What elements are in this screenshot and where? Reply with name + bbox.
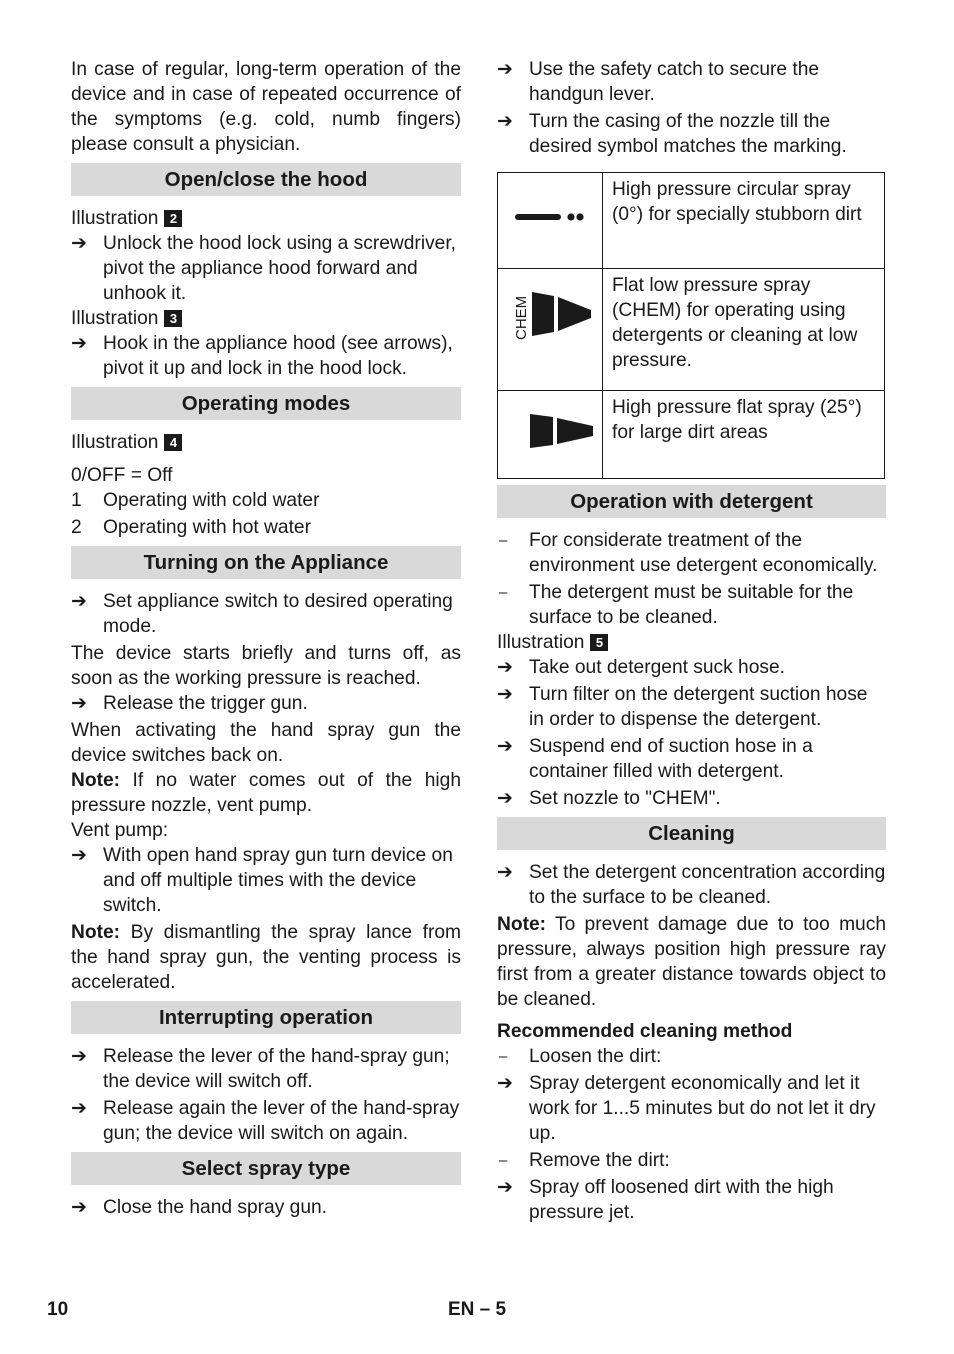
- spray-icon-cell: [498, 173, 603, 269]
- step-item: ➔ Take out detergent suck hose.: [497, 657, 785, 678]
- circular-jet-icon: [499, 174, 601, 260]
- arrow-icon: ➔: [497, 657, 513, 678]
- step-item: ➔ Spray detergent economically and let it work for 1...5 minutes but do not let it dry up.: [497, 1073, 876, 1144]
- step-item: ➔ Turn filter on the detergent suction hose in order to dispense the detergent.: [497, 684, 868, 730]
- arrow-icon: ➔: [497, 59, 513, 80]
- heading-interrupting: Interrupting operation: [71, 1001, 461, 1034]
- arrow-icon: ➔: [71, 845, 87, 866]
- arrow-icon: ➔: [497, 1177, 513, 1198]
- arrow-icon: ➔: [497, 1073, 513, 1094]
- paragraph: The device starts briefly and turns off, as soon as the working pressure is reached.: [71, 643, 461, 689]
- step-item: ➔ Spray off loosened dirt with the high pressure jet.: [497, 1177, 834, 1223]
- arrow-icon: ➔: [497, 788, 513, 809]
- step-item: ➔ Release the lever of the hand-spray gun; the device will switch off.: [71, 1046, 450, 1092]
- dash-item: – Remove the dirt:: [499, 1150, 670, 1171]
- step-item: ➔ Hook in the appliance hood (see arrows), pivot it up and lock in the hood lock.: [71, 333, 453, 379]
- note-label: Note:: [71, 770, 121, 791]
- left-column: [71, 57, 461, 1220]
- spray-description: Flat low pressure spray (CHEM) for operating using detergents or cleaning at low pressure.: [603, 269, 885, 391]
- step-item: ➔ Turn the casing of the nozzle till the desired symbol matches the marking.: [497, 111, 847, 157]
- right-column: [497, 57, 886, 1225]
- flat-jet-25-icon: [499, 392, 601, 470]
- spray-icon-cell: [498, 269, 603, 391]
- spray-description: High pressure flat spray (25°) for large dirt areas: [603, 391, 885, 479]
- heading-operating-modes: Operating modes: [71, 387, 461, 420]
- heading-cleaning: Cleaning: [497, 817, 886, 850]
- dash-item: – The detergent must be suitable for the surface to be cleaned.: [499, 582, 854, 628]
- mode-item: 2 Operating with hot water: [71, 517, 311, 538]
- arrow-icon: ➔: [71, 1197, 87, 1218]
- heading-turning-on: Turning on the Appliance: [71, 546, 461, 579]
- note-paragraph: Note: To prevent damage due to too much pressure, always position high pressure ray first from a greater distance towards object to be cleaned.: [497, 914, 886, 1010]
- illustration-ref: Illustration 2: [71, 206, 461, 231]
- step-item: ➔ Use the safety catch to secure the handgun lever.: [497, 59, 820, 105]
- step-item: ➔ Close the hand spray gun.: [71, 1197, 328, 1218]
- spray-type-table: [497, 172, 885, 479]
- heading-operation-with-detergent: Operation with detergent: [497, 485, 886, 518]
- page-number: 10: [47, 1299, 69, 1320]
- chem-flat-jet-icon: [499, 270, 601, 382]
- step-item: ➔ Set the detergent concentration according to the surface to be cleaned.: [497, 862, 886, 908]
- step-item: ➔ Set nozzle to "CHEM".: [497, 788, 721, 809]
- dash-bullet: –: [499, 1152, 508, 1169]
- arrow-icon: ➔: [497, 862, 513, 883]
- arrow-icon: ➔: [71, 233, 87, 254]
- spray-row: [498, 269, 885, 391]
- illustration-number-badge: 4: [164, 434, 182, 451]
- arrow-icon: ➔: [71, 1098, 87, 1119]
- illustration-number-badge: 3: [164, 310, 182, 327]
- dash-item: – Loosen the dirt:: [499, 1046, 662, 1067]
- subheading-recommended-method: Recommended cleaning method: [497, 1021, 793, 1042]
- heading-select-spray-type: Select spray type: [71, 1152, 461, 1185]
- arrow-icon: ➔: [71, 1046, 87, 1067]
- note-label: Note:: [71, 922, 121, 943]
- arrow-icon: ➔: [71, 333, 87, 354]
- step-item: ➔ Release again the lever of the hand-spray gun; the device will switch on again.: [71, 1098, 460, 1144]
- note-label: Note:: [497, 914, 547, 935]
- dash-bullet: –: [499, 1048, 508, 1065]
- illustration-ref: Illustration 3: [71, 306, 461, 331]
- step-item: ➔ With open hand spray gun turn device on and off multiple times with the device switch.: [71, 845, 453, 916]
- arrow-icon: ➔: [497, 736, 513, 757]
- chem-label: CHEM: [513, 295, 530, 340]
- arrow-icon: ➔: [71, 591, 87, 612]
- dash-bullet: –: [499, 584, 508, 601]
- illustration-ref: Illustration 4: [71, 430, 461, 455]
- illustration-number-badge: 2: [164, 210, 182, 227]
- intro-paragraph: In case of regular, long-term operation of the device and in case of repeated occurrence of the symptoms (e.g. cold, numb fingers) please consult a physician.: [71, 59, 461, 155]
- step-item: ➔ Set appliance switch to desired operating mode.: [71, 591, 453, 637]
- spray-description: High pressure circular spray (0°) for specially stubborn dirt: [603, 173, 885, 269]
- spray-row: [498, 173, 885, 269]
- language-page-label: EN – 5: [448, 1299, 507, 1320]
- spray-row: [498, 391, 885, 479]
- step-item: ➔ Suspend end of suction hose in a container filled with detergent.: [497, 736, 813, 782]
- paragraph: When activating the hand spray gun the device switches back on.: [71, 720, 461, 766]
- spray-icon-cell: [498, 391, 603, 479]
- heading-open-close-hood: Open/close the hood: [71, 163, 461, 196]
- note-paragraph: Note: If no water comes out of the high pressure nozzle, vent pump.: [71, 770, 461, 816]
- mode-item: 1 Operating with cold water: [71, 490, 320, 511]
- step-item: ➔ Release the trigger gun.: [71, 693, 308, 714]
- vent-pump-label: Vent pump:: [71, 820, 169, 841]
- note-paragraph: Note: By dismantling the spray lance from the hand spray gun, the venting process is accelerated.: [71, 922, 461, 993]
- dash-bullet: –: [499, 532, 508, 549]
- arrow-icon: ➔: [71, 693, 87, 714]
- illustration-ref: Illustration 5: [497, 630, 886, 655]
- step-item: ➔ Unlock the hood lock using a screwdriver, pivot the appliance hood forward and unhook it.: [71, 233, 457, 304]
- dash-item: – For considerate treatment of the environment use detergent economically.: [499, 530, 878, 576]
- arrow-icon: ➔: [497, 111, 513, 132]
- mode-off-line: 0/OFF = Off: [71, 465, 173, 486]
- illustration-number-badge: 5: [590, 634, 608, 651]
- arrow-icon: ➔: [497, 684, 513, 705]
